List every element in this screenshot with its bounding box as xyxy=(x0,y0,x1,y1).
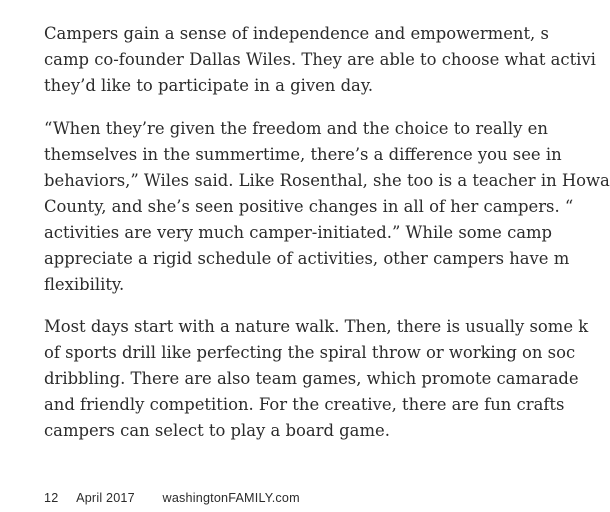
paragraph-line: themselves in the summertime, there’s a difference you see in xyxy=(44,145,562,164)
paragraph-line: and friendly competition. For the creative, there are fun crafts xyxy=(44,395,565,414)
paragraph-line: County, and she’s seen positive changes in all of her campers. “ xyxy=(44,197,574,216)
paragraph-line: flexibility. xyxy=(44,275,125,294)
paragraph-line: they’d like to participate in a given day. xyxy=(44,76,374,95)
paragraph-line: camp co-founder Dallas Wiles. They are able to choose what activi xyxy=(44,50,596,69)
paragraph-line: Most days start with a nature walk. Then, there is usually some k xyxy=(44,317,589,336)
page-footer xyxy=(44,491,300,505)
paragraph-line: “When they’re given the freedom and the choice to really en xyxy=(44,119,548,138)
paragraph-line: behaviors,” Wiles said. Like Rosenthal, she too is a teacher in Howa xyxy=(44,171,610,190)
paragraph-line: of sports drill like perfecting the spiral throw or working on soc xyxy=(44,343,576,362)
paragraph-3 xyxy=(44,314,589,444)
paragraph-line: Campers gain a sense of independence and empowerment, s xyxy=(44,24,549,43)
paragraph-line: activities are very much camper-initiated.” While some camp xyxy=(44,223,553,242)
publication-url: washingtonFAMILY.com xyxy=(162,491,300,505)
issue-date: April 2017 xyxy=(76,491,135,505)
paragraph-line: dribbling. There are also team games, which promote camarade xyxy=(44,369,579,388)
paragraph-1 xyxy=(44,21,596,99)
paragraph-line: appreciate a rigid schedule of activities, other campers have m xyxy=(44,249,570,268)
paragraph-2 xyxy=(44,116,610,298)
paragraph-line: campers can select to play a board game. xyxy=(44,421,390,440)
page-number: 12 xyxy=(44,491,59,505)
